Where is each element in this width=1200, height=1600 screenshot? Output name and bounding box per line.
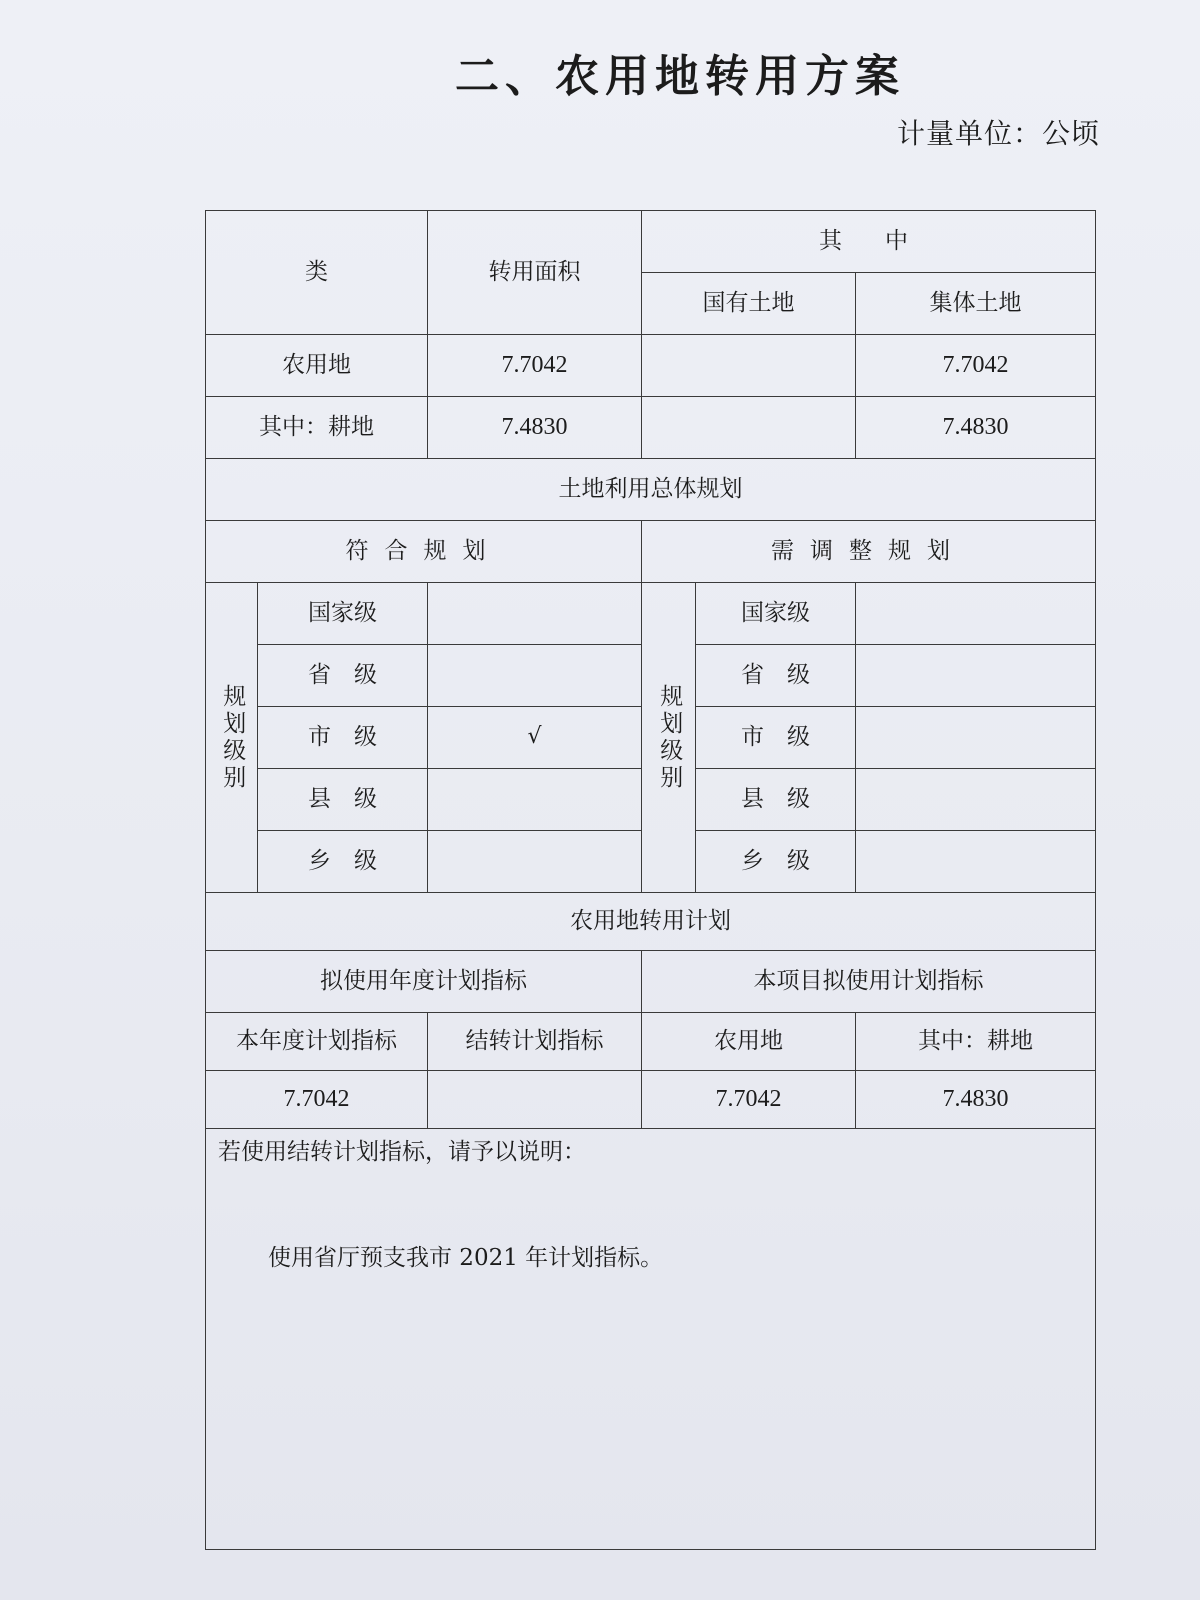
unit-label: 计量单位：公顷 [896, 117, 1100, 150]
level-name: 省 级 [258, 645, 428, 707]
table-row [206, 335, 1096, 397]
col-this-year: 本年度计划指标 [206, 1013, 428, 1071]
row-label: 农用地 [206, 335, 428, 397]
row-state [642, 397, 856, 459]
col-cultivated: 其中：耕地 [856, 1013, 1096, 1071]
adjust-title: 需调整规划 [642, 521, 1096, 583]
col-carryover: 结转计划指标 [428, 1013, 642, 1071]
project-title: 本项目拟使用计划指标 [642, 951, 1096, 1013]
row-collective: 7.4830 [856, 397, 1096, 459]
conform-mark [428, 769, 642, 831]
level-name: 国家级 [258, 583, 428, 645]
level-row [206, 583, 1096, 645]
planning-section-title: 土地利用总体规划 [206, 459, 1096, 521]
header-area: 转用面积 [428, 211, 642, 335]
conform-mark: √ [428, 707, 642, 769]
conversion-table [205, 210, 1096, 1550]
document-title: 二、农用地转用方案 [455, 51, 905, 102]
header-category: 类 [206, 211, 428, 335]
adjust-mark [856, 583, 1096, 645]
val-carryover [428, 1071, 642, 1129]
conform-mark [428, 645, 642, 707]
val-this-year: 7.7042 [206, 1071, 428, 1129]
table-row [206, 1071, 1096, 1129]
adjust-mark [856, 707, 1096, 769]
row-label: 其中：耕地 [206, 397, 428, 459]
adjust-mark [856, 831, 1096, 893]
conform-mark [428, 583, 642, 645]
col-farmland: 农用地 [642, 1013, 856, 1071]
conform-title: 符合规划 [206, 521, 642, 583]
header-state-land: 国有土地 [642, 273, 856, 335]
conform-mark [428, 831, 642, 893]
level-name: 县 级 [258, 769, 428, 831]
note-answer: 使用省厅预支我市 2021 年计划指标。 [268, 1244, 664, 1271]
level-name: 市 级 [258, 707, 428, 769]
adjust-mark [856, 645, 1096, 707]
level-label-left: 规划级别 [206, 583, 258, 893]
note-question: 若使用结转计划指标，请予以说明： [218, 1139, 586, 1165]
row-area: 7.7042 [428, 335, 642, 397]
level-name: 县 级 [696, 769, 856, 831]
level-name: 省 级 [696, 645, 856, 707]
level-name: 乡 级 [258, 831, 428, 893]
level-label-right: 规划级别 [642, 583, 696, 893]
level-name: 国家级 [696, 583, 856, 645]
row-area: 7.4830 [428, 397, 642, 459]
annual-title: 拟使用年度计划指标 [206, 951, 642, 1013]
level-name: 市 级 [696, 707, 856, 769]
note-cell [206, 1129, 1096, 1550]
val-farmland: 7.7042 [642, 1071, 856, 1129]
table-row [206, 397, 1096, 459]
val-cultivated: 7.4830 [856, 1071, 1096, 1129]
plan-section-title: 农用地转用计划 [206, 893, 1096, 951]
row-state [642, 335, 856, 397]
level-name: 乡 级 [696, 831, 856, 893]
header-collective-land: 集体土地 [856, 273, 1096, 335]
row-collective: 7.7042 [856, 335, 1096, 397]
adjust-mark [856, 769, 1096, 831]
header-among: 其 中 [642, 211, 1096, 273]
